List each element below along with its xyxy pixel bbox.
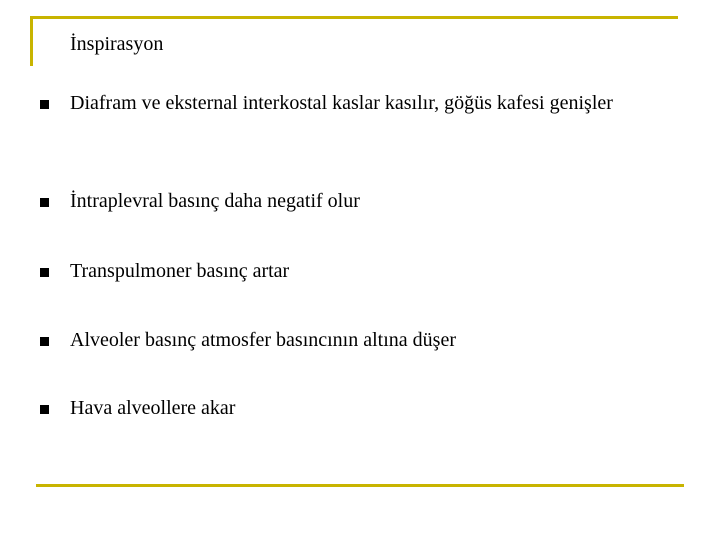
square-bullet-icon <box>40 100 49 109</box>
bullet-text: Diafram ve eksternal interkostal kaslar kasılır, göğüs kafesi genişler <box>70 92 613 114</box>
frame-bottom-line <box>36 484 684 487</box>
bullet-text: Transpulmoner basınç artar <box>70 260 290 282</box>
bullet-text: Hava alveollere akar <box>70 397 236 419</box>
square-bullet-icon <box>40 198 49 207</box>
square-bullet-icon <box>40 405 49 414</box>
frame-left-line <box>30 16 33 66</box>
bullet-text: Alveoler basınç atmosfer basıncının altına düşer <box>70 329 456 351</box>
square-bullet-icon <box>40 268 49 277</box>
square-bullet-icon <box>40 337 49 346</box>
frame-top-line <box>30 16 678 19</box>
bullet-text: İntraplevral basınç daha negatif olur <box>70 190 360 212</box>
slide-title: İnspirasyon <box>70 33 164 55</box>
